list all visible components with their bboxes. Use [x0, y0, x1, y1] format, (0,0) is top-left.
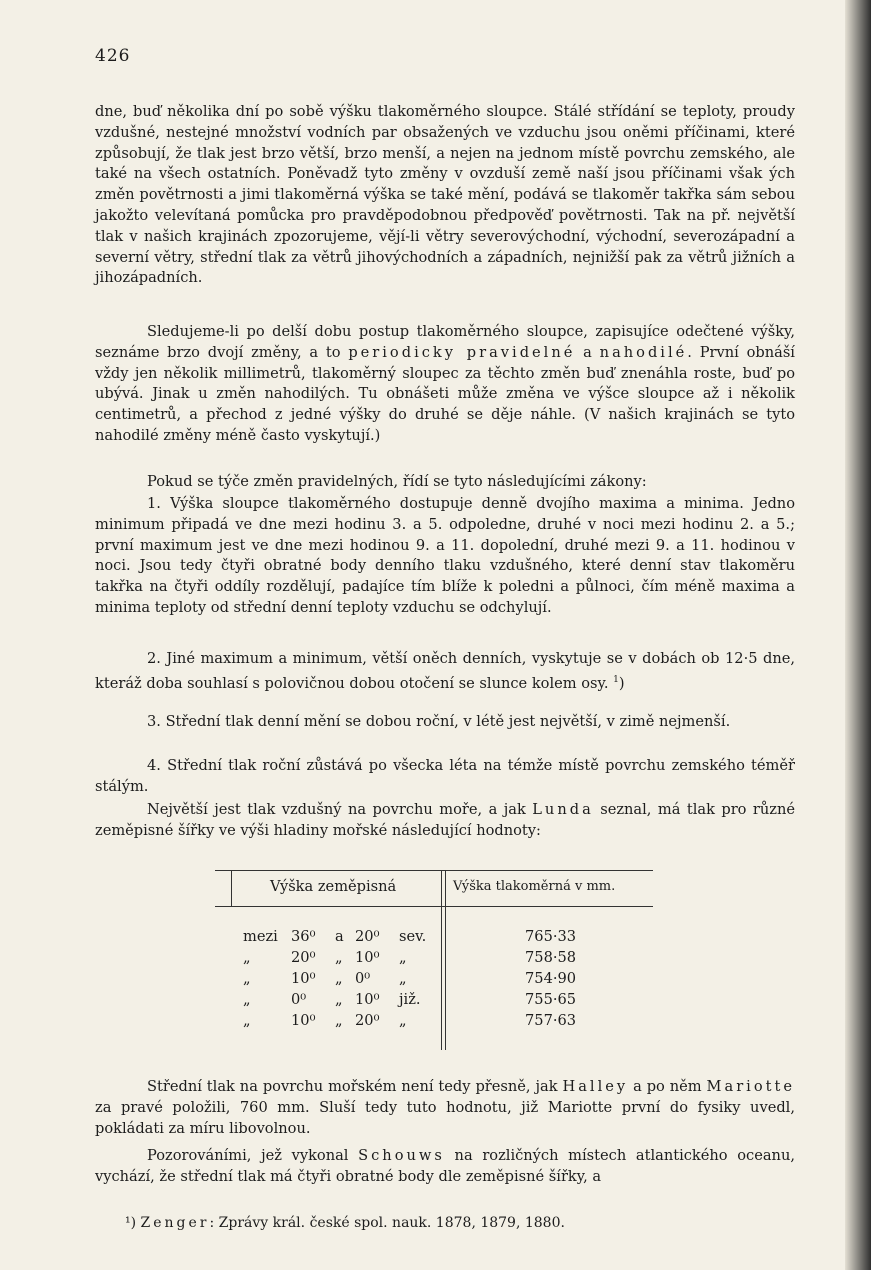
p9-c: a po něm	[628, 1078, 707, 1095]
p2-a: Sledujeme-li po delší dobu postup tlakoměrného sloupce, zapisujíce odečtené výšky, seznáme brzo dvojí změny, a to	[95, 323, 795, 361]
rule-3-text: 3. Střední tlak denní mění se dobou roční, v létě jest největší, v zimě nejmenší.	[147, 713, 731, 730]
paragraph-halley-text	[95, 1077, 795, 1139]
paragraph-1-text: dne, buď několika dní po sobě výšku tlakoměrného sloupce. Stálé střídání se teploty, proudy vzdušné, nestejné množství vodních par obsažených ve vzduchu jsou oněmi příčinami, které způsobují, že tlak jest brzo větší, brzo menší, a nejen na jednom místě povrchu zemského, ale také na všech ostatních. Poněvadž tyto změny v ovzduší země naší jsou příčinami však ých změn povětrnosti a jimi tlakoměrná výška se také mění, podává se tlakoměr takřka sám sebou jakožto velevítaná pomůcka pro pravděpodobnou předpověď povětrnosti. Tak na př. největší tlak v našich krajinách zpozorujeme, vějí-li větry severovýchodní, východní, severozápadní a severní větry, střední tlak za větrů jihovýchodních a západních, nejnižší pak za větrů jižních a jihozápadních.	[95, 103, 795, 287]
p2-emph-periodic: periodicky pravidelné	[348, 343, 576, 361]
footnote-text: : Zprávy král. české spol. nauk. 1878, 1879, 1880.	[209, 1215, 565, 1231]
table-cell-c1: a	[335, 928, 344, 945]
header-pressure: Výška tlakoměrná v mm.	[453, 879, 616, 894]
footnote-mark: ¹)	[125, 1215, 137, 1231]
table-cell-c2: „	[399, 1012, 407, 1029]
table-cell-c2: „	[399, 949, 407, 966]
table-cell-c1: „	[335, 991, 343, 1008]
table-cell-c0: „	[243, 949, 251, 966]
footnote-author: Zenger	[140, 1215, 210, 1231]
paragraph-schouws	[95, 1146, 795, 1188]
rule-4-text: 4. Střední tlak roční zůstává po všecka léta na témže místě povrchu zemského téměř stálým.	[95, 757, 795, 795]
table-cell-c0: „	[243, 1012, 251, 1029]
p8-c: seznal, má tlak pro různé zeměpisné šířky ve výši hladiny mořské následující hodnoty:	[95, 801, 795, 839]
rule-2	[95, 649, 795, 694]
table-cell-c1: „	[335, 970, 343, 987]
table-row	[215, 949, 653, 969]
table-cell-c2: „	[399, 970, 407, 987]
p8-lunda: Lunda	[532, 801, 594, 818]
table-row	[215, 928, 653, 948]
rule-2-text	[95, 649, 795, 694]
table-cell-a: 10⁰	[291, 1012, 316, 1029]
table-cell-a: 10⁰	[291, 970, 316, 987]
table-cell-c0: „	[243, 970, 251, 987]
table-header-rule	[215, 906, 653, 907]
table-cell-a: 36⁰	[291, 928, 316, 945]
page-number: 426	[95, 46, 131, 66]
p10-a: Pozorováními, jež vykonal	[147, 1147, 359, 1164]
p9-e: za pravé položili, 760 mm. Sluší tedy tuto hodnotu, již Mariotte první do fysiky uvedl, pokládati za míru libovolnou.	[95, 1098, 795, 1137]
paragraph-lunda	[95, 800, 795, 842]
paragraph-lunda-text	[95, 800, 795, 842]
p2-e: . První obnáší vždy jen několik millimetrů, tlakoměrný sloupec za těchto změn buď znenáhla roste, buď po ubývá. Jinak u změn nahodilých. Tu obnášeti může změna ve výšce sloupce až i několik centimetrů, a přechod z jedné výšky do druhé se děje náhle. (V našich krajinách se tyto nahodilé změny méně často vyskytují.)	[95, 343, 795, 444]
pressure-table	[215, 870, 653, 1050]
table-cell-c2: sev.	[399, 928, 427, 945]
table-row	[215, 970, 653, 990]
rule-1-text: 1. Výška sloupce tlakoměrného dostupuje denně dvojího maxima a minima. Jedno minimum připadá ve dne mezi hodinu 3. a 5. odpoledne, druhé v noci mezi hodinu 2. a 5.; první maximum jest ve dne mezi hodinou 9. a 11. dopolední, druhé mezi 9. a 11. hodinou v noci. Jsou tedy čtyři obratné body denního tlaku vzdušného, které denní stav tlakoměru takřka na čtyři oddíly rozdělují, padajíce tím blíže k poledni a půlnoci, čím méně maxima a minima teploty od střední denní teploty vzduchu se odchylují.	[95, 495, 795, 616]
table-cell-v: 754·90	[525, 970, 577, 987]
rule-2-end: )	[618, 674, 625, 692]
table-top-rule	[215, 870, 653, 871]
table-cell-c1: „	[335, 1012, 343, 1029]
footnote	[125, 1215, 565, 1231]
table-cell-b: 0⁰	[355, 970, 371, 987]
rule-2-body: 2. Jiné maximum a minimum, větší oněch denních, vyskytuje se v dobách ob 12·5 dne, kteráž doba souhlasí s polovičnou dobou otočení se slunce kolem osy.	[95, 650, 795, 692]
paragraph-2	[95, 322, 795, 447]
table-cell-b: 20⁰	[355, 928, 380, 945]
table-cell-v: 758·58	[525, 949, 577, 966]
table-cell-c0: mezi	[243, 928, 278, 945]
paragraph-2-text	[95, 322, 795, 447]
paragraph-3-text: Pokud se týče změn pravidelných, řídí se tyto následujícími zákony:	[147, 473, 647, 490]
p9-mariotte: Mariotte	[706, 1078, 795, 1095]
paragraph-schouws-text	[95, 1146, 795, 1188]
p10-c: na rozličných místech atlantického oceanu, vychází, že střední tlak má čtyři obratné body dle zeměpisné šířky, a	[95, 1147, 795, 1185]
header-latitude: Výška zeměpisná	[270, 878, 397, 895]
table-cell-b: 10⁰	[355, 991, 380, 1008]
table-cell-c1: „	[335, 949, 343, 966]
p10-schouws: Schouws	[358, 1147, 445, 1164]
paragraph-3	[95, 472, 795, 493]
table-cell-a: 0⁰	[291, 991, 307, 1008]
table-cell-v: 755·65	[525, 991, 577, 1008]
p9-a: Střední tlak na povrchu mořském není tedy přesně, jak	[147, 1078, 563, 1095]
rule-4	[95, 756, 795, 798]
footnote-ref: 1	[613, 674, 619, 685]
table-cell-v: 765·33	[525, 928, 577, 945]
table-cell-b: 10⁰	[355, 949, 380, 966]
table-cell-c2: již.	[399, 991, 421, 1008]
paragraph-halley	[95, 1077, 795, 1139]
p2-c: a	[575, 343, 600, 361]
table-cell-v: 757·63	[525, 1012, 577, 1029]
rule-1	[95, 494, 795, 619]
p8-a: Největší jest tlak vzdušný na povrchu moře, a jak	[147, 801, 533, 818]
table-row	[215, 991, 653, 1011]
table-cell-c0: „	[243, 991, 251, 1008]
table-cell-a: 20⁰	[291, 949, 316, 966]
table-left-rule	[231, 870, 232, 906]
paragraph-1	[95, 102, 795, 289]
table-row	[215, 1012, 653, 1032]
rule-3	[95, 712, 795, 733]
p2-emph-random: nahodilé	[599, 343, 688, 361]
table-cell-b: 20⁰	[355, 1012, 380, 1029]
p9-halley: Halley	[562, 1078, 629, 1095]
page-gutter-shadow	[845, 0, 871, 1270]
